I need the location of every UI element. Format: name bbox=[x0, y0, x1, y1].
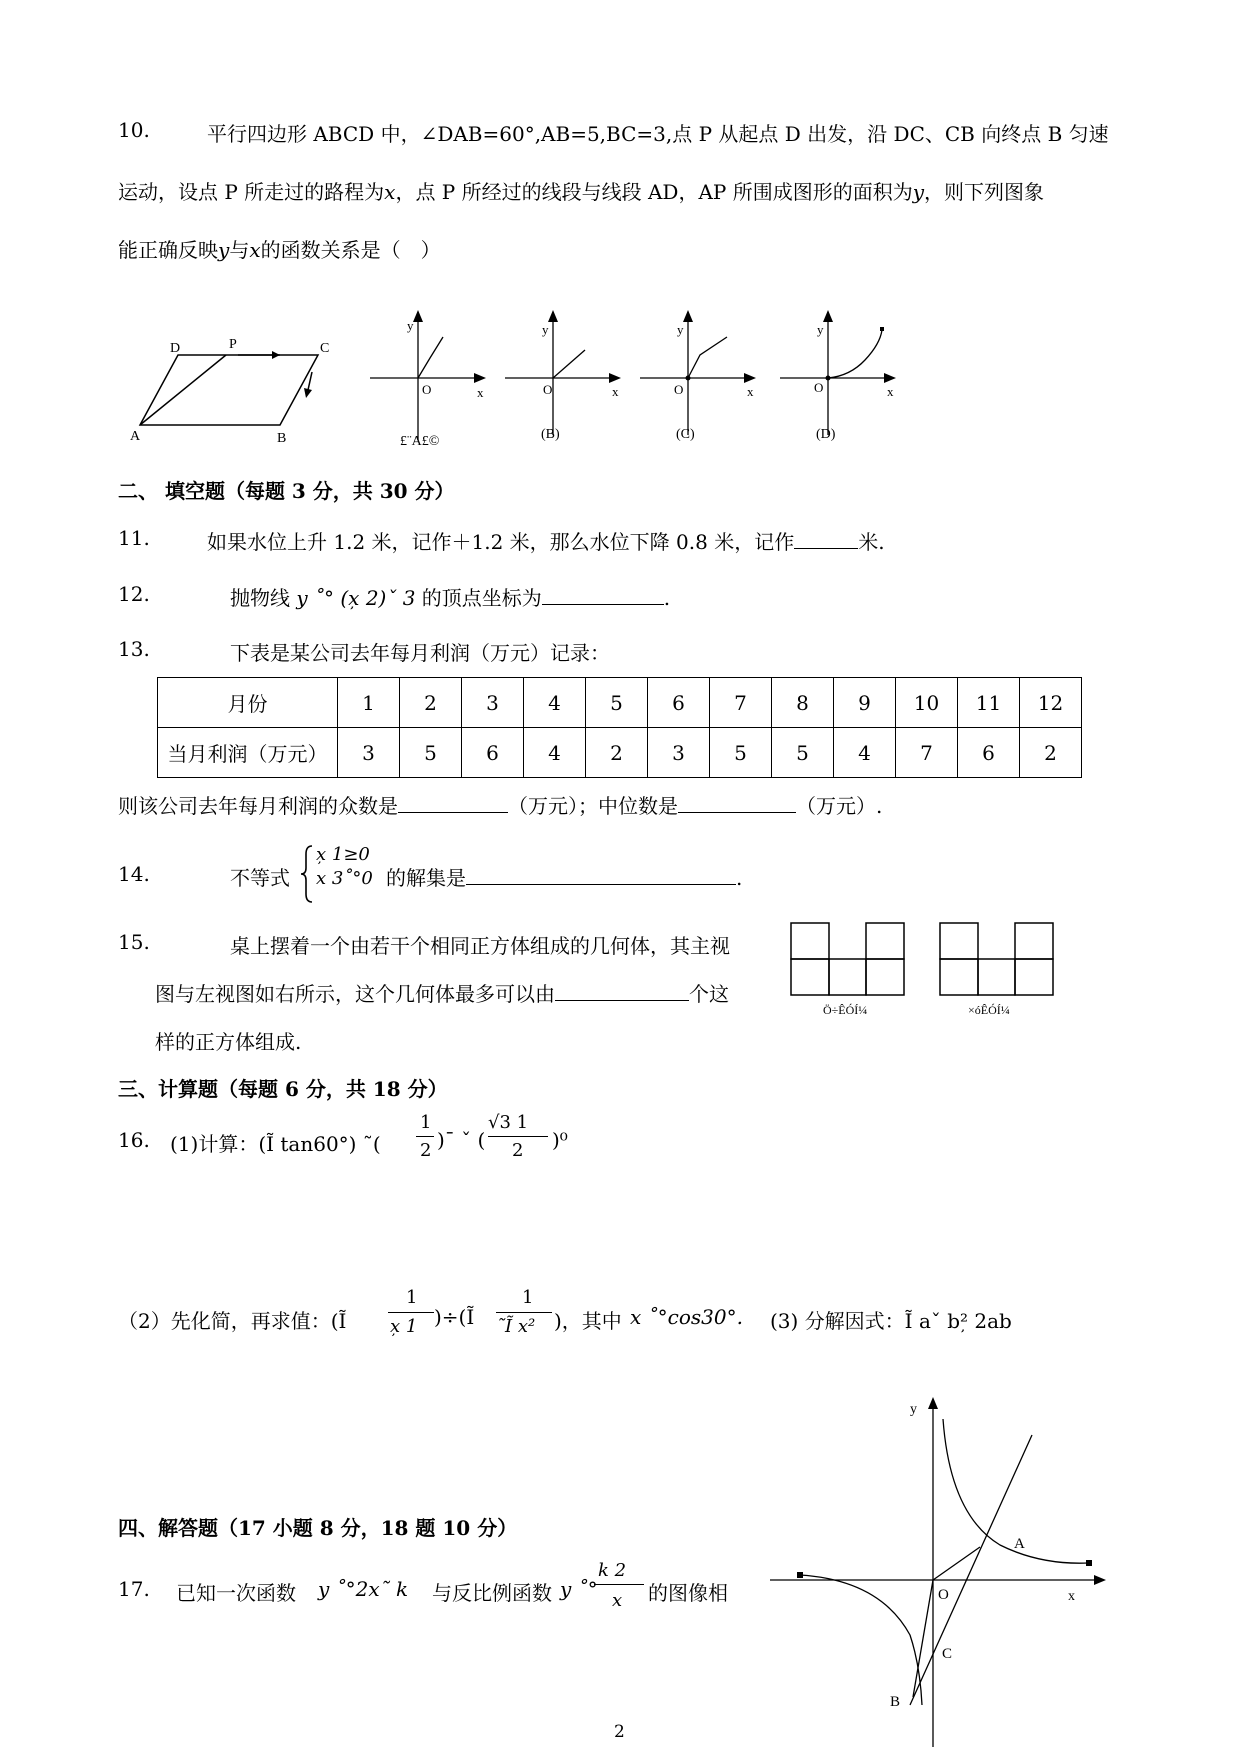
q14-text-c: . bbox=[736, 866, 743, 890]
table-cell: 1 bbox=[338, 678, 400, 728]
q16-p1-after: )ˉ ˇ ( bbox=[437, 1128, 486, 1152]
section-2-title: 二、 填空题（每题 3 分，共 30 分） bbox=[118, 479, 455, 503]
table-cell: 2 bbox=[400, 678, 462, 728]
table-cell: 8 bbox=[772, 678, 834, 728]
table-cell: 9 bbox=[834, 678, 896, 728]
q14-text-a: 不等式 bbox=[230, 866, 290, 890]
fraction-bar bbox=[416, 1136, 434, 1137]
left-view-label: ×óÊÓÍ¼ bbox=[968, 1003, 1010, 1017]
axis-x-label: x bbox=[747, 384, 754, 399]
q16-p1-frac-den: 2 bbox=[420, 1140, 432, 1161]
q10-var-x: x bbox=[384, 180, 396, 204]
q16-p2-frac2-den: ˜Ĩ x² bbox=[496, 1316, 536, 1337]
fraction-bar bbox=[488, 1136, 548, 1137]
q17-expr1: y ˚°2x˜ k bbox=[318, 1577, 409, 1601]
q14-number: 14. bbox=[118, 862, 150, 886]
q14-text-b-wrap bbox=[386, 862, 742, 891]
table-cell: 5 bbox=[710, 728, 772, 778]
q10-line1: 平行四边形 ABCD 中，∠DAB=60°,AB=5,BC=3,点 P 从起点 D 出发，沿 DC、CB 向终点 B 匀速 bbox=[207, 122, 1109, 146]
q16-p2-mid: )÷(Ĩ bbox=[434, 1305, 475, 1329]
page-number: 2 bbox=[614, 1722, 625, 1742]
q10-line3-y: y bbox=[218, 238, 230, 262]
q15-line2-b: 个这 bbox=[689, 982, 729, 1006]
q13-text: 下表是某公司去年每月利润（万元）记录： bbox=[230, 641, 610, 665]
q14-row1: x̦ 1≥0 bbox=[316, 844, 370, 865]
q10-var-y: y bbox=[912, 180, 925, 204]
label-A: A bbox=[130, 429, 141, 444]
q10-line2-e: ，则下列图象 bbox=[924, 180, 1045, 204]
fraction-bar bbox=[594, 1584, 644, 1585]
q12-expression: y ˚° (x̦ 2)ˇ 3 bbox=[296, 586, 416, 610]
q14-answer-blank[interactable] bbox=[466, 864, 736, 885]
origin-label: O bbox=[938, 1587, 949, 1603]
brace-icon bbox=[300, 844, 314, 904]
label-D: D bbox=[170, 341, 181, 356]
q16-p2-frac2-num: 1 bbox=[522, 1287, 534, 1308]
fraction-bar bbox=[388, 1312, 434, 1313]
axis-y-label: y bbox=[817, 322, 824, 337]
q15-line1: 桌上摆着一个由若干个相同正方体组成的几何体，其主视 bbox=[230, 934, 730, 958]
table-cell: 5 bbox=[772, 728, 834, 778]
q17-text-a: 已知一次函数 bbox=[176, 1581, 296, 1605]
table-cell: 2 bbox=[1020, 728, 1082, 778]
q13-after bbox=[118, 790, 882, 819]
axis-y-label: y bbox=[910, 1402, 917, 1417]
q10-line2 bbox=[118, 176, 1044, 205]
graph-b-label: (B) bbox=[541, 427, 560, 442]
q16-p1-frac2-num: √3 1 bbox=[488, 1112, 529, 1133]
q17-text-c: 的图像相 bbox=[648, 1581, 728, 1605]
graph-a-label: £¨A£© bbox=[400, 434, 440, 449]
q14-row2: x 3˚°0 bbox=[316, 868, 373, 889]
q17-frac-den: x bbox=[612, 1590, 623, 1611]
q17-expr2-a: y ˚° bbox=[560, 1577, 598, 1601]
fraction-bar bbox=[496, 1312, 552, 1313]
q17-text-b: 与反比例函数 bbox=[432, 1581, 552, 1605]
q15-number: 15. bbox=[118, 930, 150, 954]
q11-number: 11. bbox=[118, 526, 150, 550]
q10-line3 bbox=[118, 234, 441, 263]
q12-text bbox=[230, 582, 670, 611]
graph-a bbox=[370, 310, 486, 449]
table-cell: 6 bbox=[958, 728, 1020, 778]
point-C-label: C bbox=[942, 1646, 953, 1662]
axis-y-label: y bbox=[542, 322, 549, 337]
q16-p3: (3) 分解因式：Ĩ aˇ b²̦ 2ab bbox=[770, 1309, 1012, 1333]
table-header-month: 月份 bbox=[158, 678, 338, 728]
table-row bbox=[158, 728, 1082, 778]
table-cell: 6 bbox=[462, 728, 524, 778]
q16-p1-frac2-den: 2 bbox=[512, 1140, 524, 1161]
origin-label: O bbox=[543, 382, 553, 397]
q10-line2-a: 运动，设点 P 所走过的路程为 bbox=[118, 180, 385, 204]
q12-text-a: 抛物线 bbox=[230, 586, 290, 610]
section-4-title: 四、解答题（17 小题 8 分，18 题 10 分） bbox=[118, 1516, 518, 1540]
q10-line2-c: ，点 P 所经过的线段与线段 AD，AP 所围成图形的面积为 bbox=[395, 180, 913, 204]
table-cell: 4 bbox=[524, 678, 586, 728]
table-cell: 3 bbox=[462, 678, 524, 728]
table-cell: 5 bbox=[586, 678, 648, 728]
q11-text-a: 如果水位上升 1.2 米，记作＋1.2 米，那么水位下降 0.8 米，记作 bbox=[207, 530, 795, 554]
q17-frac-num: k 2 bbox=[598, 1560, 627, 1581]
q16-p2-cond: x ˚°cos30°. bbox=[630, 1305, 743, 1329]
label-P: P bbox=[229, 337, 237, 352]
profit-table bbox=[157, 677, 1082, 778]
graph-c bbox=[640, 310, 756, 442]
q16-p2-label: （2）先化简，再求值：(Ĩ bbox=[118, 1309, 347, 1333]
q10-line3-c: 与 bbox=[229, 238, 250, 262]
q16-p2-frac1-num: 1 bbox=[406, 1287, 418, 1308]
table-cell: 4 bbox=[834, 728, 896, 778]
q15-line3: 样的正方体组成. bbox=[155, 1030, 302, 1054]
q16-p2-frac1-den: x̦ 1 bbox=[390, 1316, 418, 1337]
axis-x-label: x bbox=[612, 384, 619, 399]
q12-text-b: 的顶点坐标为 bbox=[421, 586, 542, 610]
graph-c-label: (C) bbox=[676, 427, 695, 442]
table-cell: 5 bbox=[400, 728, 462, 778]
graph-b bbox=[505, 310, 621, 442]
q14-text-b: 的解集是 bbox=[386, 866, 466, 890]
q11-text-b: 米. bbox=[858, 530, 885, 554]
q13-median-blank[interactable] bbox=[678, 792, 796, 813]
table-cell: 4 bbox=[524, 728, 586, 778]
q13-after-a: 则该公司去年每月利润的众数是 bbox=[118, 794, 398, 818]
front-view-label: Ö÷ÊÓÍ¼ bbox=[823, 1003, 868, 1017]
q11-answer-blank[interactable] bbox=[794, 528, 858, 549]
point-B-label: B bbox=[890, 1694, 901, 1710]
table-cell: 7 bbox=[896, 728, 958, 778]
label-C: C bbox=[320, 341, 330, 356]
table-header-profit: 当月利润（万元） bbox=[158, 728, 338, 778]
q17-graph bbox=[770, 1395, 1110, 1750]
table-cell: 6 bbox=[648, 678, 710, 728]
axis-y-label: y bbox=[677, 322, 684, 337]
axis-x-label: x bbox=[477, 385, 484, 400]
label-B: B bbox=[277, 431, 287, 446]
table-row bbox=[158, 678, 1082, 728]
axis-y-label: y bbox=[407, 318, 414, 333]
q12-number: 12. bbox=[118, 582, 150, 606]
table-cell: 7 bbox=[710, 678, 772, 728]
q16-p1-frac-num: 1 bbox=[420, 1112, 432, 1133]
q13-number: 13. bbox=[118, 637, 150, 661]
q12-text-c: . bbox=[663, 586, 671, 610]
q10-figures bbox=[120, 310, 920, 450]
parallelogram-figure bbox=[130, 337, 329, 446]
q16-number: 16. bbox=[118, 1128, 150, 1152]
table-cell: 2 bbox=[586, 728, 648, 778]
q16-p1-label: (1)计算：(Ĩ tan60°) ˜( bbox=[170, 1132, 381, 1156]
graph-d bbox=[780, 310, 896, 442]
graph-d-label: (D) bbox=[816, 427, 836, 442]
axis-x-label: x bbox=[1068, 1589, 1075, 1604]
table-cell: 10 bbox=[896, 678, 958, 728]
q13-after-b: （万元）；中位数是 bbox=[508, 794, 678, 818]
origin-label: O bbox=[422, 382, 432, 397]
table-cell: 11 bbox=[958, 678, 1020, 728]
q15-line2 bbox=[155, 978, 729, 1007]
q11-text bbox=[207, 526, 885, 555]
q10-number: 10. bbox=[118, 118, 150, 142]
axis-x-label: x bbox=[887, 384, 894, 399]
q17-number: 17. bbox=[118, 1577, 150, 1601]
q16-p1-end: )⁰ bbox=[552, 1128, 568, 1152]
table-cell: 3 bbox=[338, 728, 400, 778]
point-A-label: A bbox=[1014, 1536, 1025, 1552]
q10-line3-e: 的函数关系是（ ） bbox=[260, 238, 441, 262]
origin-label: O bbox=[814, 380, 824, 395]
q15-views-figure bbox=[790, 922, 1060, 1022]
q15-line2-a: 图与左视图如右所示，这个几何体最多可以由 bbox=[155, 982, 555, 1006]
q16-p2-end: )，其中 bbox=[554, 1309, 622, 1333]
q12-answer-blank[interactable] bbox=[542, 584, 664, 605]
origin-label: O bbox=[674, 382, 684, 397]
q15-answer-blank[interactable] bbox=[555, 980, 689, 1001]
q10-line3-a: 能正确反映 bbox=[118, 238, 218, 262]
table-cell: 12 bbox=[1020, 678, 1082, 728]
q13-after-c: （万元）. bbox=[796, 794, 883, 818]
table-cell: 3 bbox=[648, 728, 710, 778]
q13-mode-blank[interactable] bbox=[398, 792, 508, 813]
q10-line3-x: x bbox=[249, 238, 261, 262]
section-3-title: 三、计算题（每题 6 分，共 18 分） bbox=[118, 1077, 448, 1101]
